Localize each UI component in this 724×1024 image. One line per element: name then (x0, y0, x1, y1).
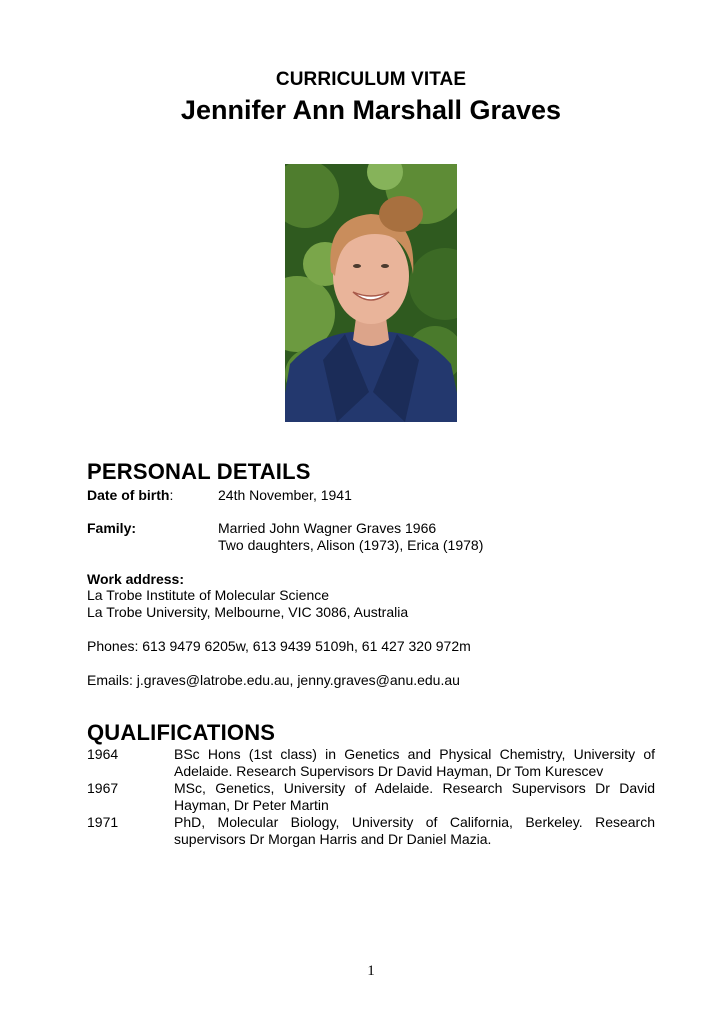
page-number: 1 (367, 963, 375, 979)
family-line-1: Married John Wagner Graves 1966 (218, 520, 437, 536)
qualification-year: 1964 (87, 746, 119, 762)
hair-bun (379, 196, 423, 232)
qualifications-heading: QUALIFICATIONS (87, 720, 276, 745)
family-label: Family: (87, 520, 137, 536)
qualification-year: 1967 (87, 780, 119, 796)
work-address-line-1: La Trobe Institute of Molecular Science (87, 587, 330, 603)
work-address-line-2: La Trobe University, Melbourne, VIC 3086, Australia (87, 604, 409, 620)
portrait-photo (285, 164, 457, 422)
qualification-year: 1971 (87, 814, 119, 830)
eye-left (353, 264, 361, 268)
phones-line: Phones: 613 9479 6205w, 613 9439 5109h, 61 427 320 972m (87, 638, 471, 654)
dob-value: 24th November, 1941 (218, 487, 352, 503)
personal-details-heading: PERSONAL DETAILS (87, 459, 311, 484)
work-address-label: Work address: (87, 571, 184, 587)
qualification-text: PhD, Molecular Biology, University of California, Berkeley. Research supervisors Dr Morgan Harris and Dr Daniel Mazia. (174, 814, 655, 847)
dob-label (87, 487, 173, 504)
eye-right (381, 264, 389, 268)
dob-label-colon: : (169, 487, 174, 503)
family-line-2: Two daughters, Alison (1973), Erica (1978) (218, 537, 484, 553)
dob-label-text: Date of birth (87, 487, 170, 503)
document-kicker: CURRICULUM VITAE (275, 69, 467, 90)
qualification-text: BSc Hons (1st class) in Genetics and Physical Chemistry, University of Adelaide. Research Supervisors Dr David Hayman, Dr Tom Kurescev (174, 746, 655, 779)
qualification-text: MSc, Genetics, University of Adelaide. Research Supervisors Dr David Hayman, Dr Peter Martin (174, 780, 655, 813)
emails-line: Emails: j.graves@latrobe.edu.au, jenny.graves@anu.edu.au (87, 672, 460, 688)
document-title: Jennifer Ann Marshall Graves (180, 95, 562, 125)
